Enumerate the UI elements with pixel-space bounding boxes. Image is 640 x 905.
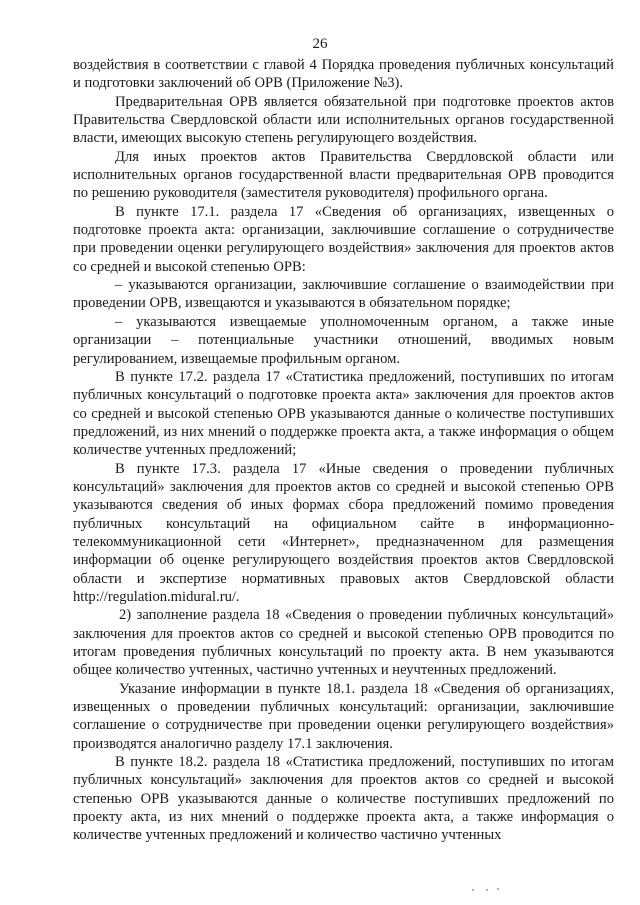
paragraph-9: 2) заполнение раздела 18 «Сведения о проведении публичных консультаций» заключения для проектов актов со средней и высокой степенью ОРВ проводится по итогам проведения публичных консультаций по проекту акта. В нем указываются общее количество учтенных, частично учтенных и неучтенных предложений. bbox=[73, 607, 614, 679]
scan-artifacts bbox=[0, 885, 640, 895]
scan-dot bbox=[486, 889, 488, 891]
paragraph-6-list-item: – указываются извещаемые уполномоченным органом, а также иные организации – потенциальные участники отношений, вводимых новым регулированием, извещаемые профильным органом. bbox=[73, 313, 614, 367]
paragraph-8: В пункте 17.3. раздела 17 «Иные сведения о проведении публичных консультаций» заключения для проектов актов со средней и высокой степенью ОРВ указываются сведения об иных формах сбора предложений помимо проведения публичных консультаций на официальном сайте в информационно-телекоммуникационной сети «Интернет», предназначенном для размещения информации об оценке регулирующего воздействия проектов актов Свердловской области и экспертизе нормативных правовых актов Свердловской области http://regulation.midural.ru/. bbox=[73, 460, 614, 605]
paragraph-3: Для иных проектов актов Правительства Свердловской области или исполнительных органов государственной власти предварительная ОРВ проводится по решению руководителя (заместителя руководителя) профильного органа. bbox=[73, 148, 614, 202]
document-body bbox=[73, 56, 614, 845]
paragraph-1: воздействия в соответствии с главой 4 Порядка проведения публичных консультаций и подготовки заключений об ОРВ (Приложение №3). bbox=[73, 57, 614, 92]
paragraph-4: В пункте 17.1. раздела 17 «Сведения об организациях, извещенных о подготовке проекта акта: организации, заключившие соглашение о сотрудничестве при проведении оценки регулирующего воздействия» заключения для проектов актов со средней и высокой степенью ОРВ: bbox=[73, 203, 614, 275]
page-number: 26 bbox=[312, 36, 328, 52]
paragraph-5-list-item: – указываются организации, заключившие соглашение о взаимодействии при проведении ОРВ, извещаются и указываются в обязательном порядке; bbox=[73, 277, 614, 312]
scan-dot bbox=[497, 888, 499, 890]
scan-dot bbox=[472, 889, 474, 891]
paragraph-2: Предварительная ОРВ является обязательной при подготовке проектов актов Правительства Свердловской области или исполнительных органов государственной власти, имеющих высокую степень регулирующего воздействия. bbox=[73, 93, 614, 147]
paragraph-7: В пункте 17.2. раздела 17 «Статистика предложений, поступивших по итогам публичных консультаций о подготовке проекта акта» заключения для проектов актов со средней и высокой степенью ОРВ указываются данные о количестве поступивших предложений, из них мнений о поддержке проекта акта, а также информация о общем количестве учтенных предложений; bbox=[73, 368, 614, 459]
paragraph-10: Указание информации в пункте 18.1. раздела 18 «Сведения об организациях, извещенных о проведении публичных консультаций: организации, заключившие соглашение о сотрудничестве при проведении оценки регулирующего воздействия» производятся аналогично разделу 17.1 заключения. bbox=[73, 680, 614, 752]
paragraph-11: В пункте 18.2. раздела 18 «Статистика предложений, поступивших по итогам публичных консультаций» заключения для проектов актов со средней и высокой степенью ОРВ указываются данные о количестве поступивших предложений по проекту акта, из них мнений о поддержке проекта акта, а также информация о количестве учтенных предложений и количество частично учтенных bbox=[73, 754, 614, 844]
